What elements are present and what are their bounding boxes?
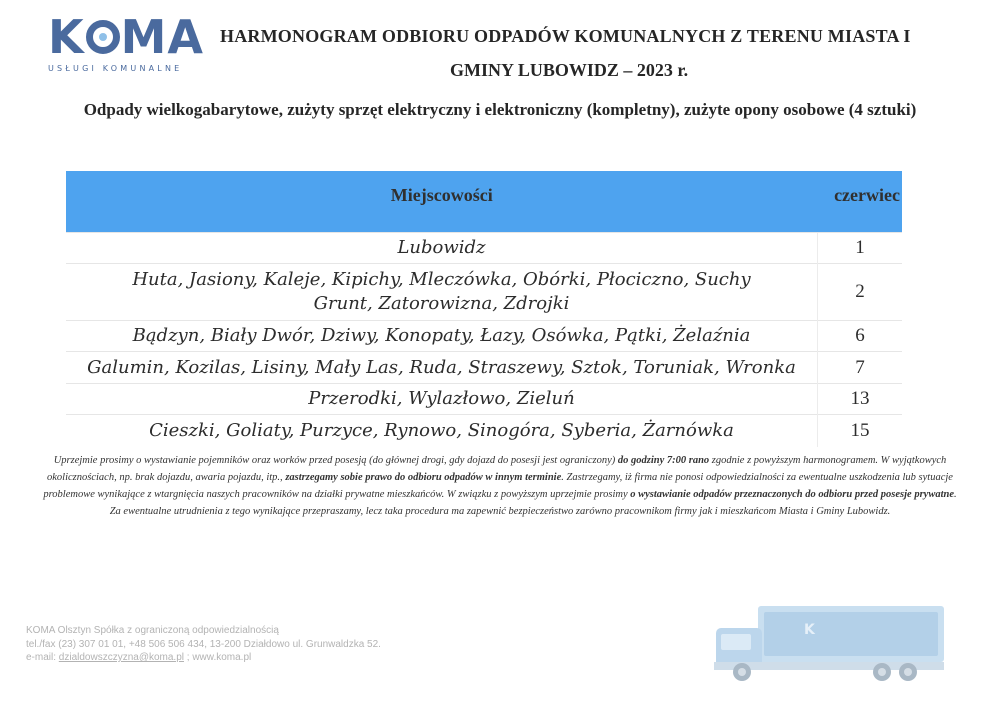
table-header-row [66, 171, 902, 233]
row-places: Bądzyn, Biały Dwór, Dziwy, Konopaty, Łazy, Osówka, Pątki, Żelaźnia [66, 321, 818, 352]
row-places: Cieszki, Goliaty, Purzyce, Rynowo, Sinogóra, Syberia, Żarnówka [66, 415, 818, 447]
notice-bold-reserve: zastrzegamy sobie prawo do odbioru odpadów w innym terminie [285, 472, 562, 483]
notice-text-4: . Za ewentualne utrudnienia z tego wynikające przepraszamy, lecz taka procedura ma zapewnić bezpieczeństwo zarówno pracownikom firmy jak i mieszkańcom Miasta i Gminy Lubowidz. [109, 489, 957, 517]
notice-bold-time: do godziny 7:00 rano [617, 455, 710, 466]
footer-email-link[interactable]: dzialdowszczyzna@koma.pl [58, 652, 184, 663]
logo-letters-ma: MA [120, 10, 205, 64]
footer-contact: tel./fax (23) 307 01 01, +48 506 506 434, 13-200 Działdowo ul. Grunwaldzka 52. [26, 638, 381, 650]
row-day: 1 [818, 233, 903, 264]
column-header-locations: Miejscowości [66, 171, 818, 233]
column-header-month: czerwiec [818, 171, 903, 233]
document-title-line2: GMINY LUBOWIDZ – 2023 r. [450, 60, 689, 80]
collection-notice [38, 452, 962, 520]
notice-text-1: Uprzejmie prosimy o wystawianie pojemników oraz worków przed posesją (do głównej drogi, gdy dojazd do posesji jest ograniczony) [53, 455, 618, 466]
row-places: Galumin, Kozilas, Lisiny, Mały Las, Ruda, Straszewy, Sztok, Toruniak, Wronka [66, 352, 818, 384]
row-day: 13 [818, 384, 903, 415]
footer-company-name: KOMA Olsztyn Spółka z ograniczoną odpowiedzialnością [26, 625, 279, 636]
garbage-truck-icon [712, 604, 947, 684]
row-day: 6 [818, 321, 903, 352]
logo-o-ring-icon [86, 20, 120, 54]
logo-wordmark [48, 10, 213, 64]
logo-letter-k: K [48, 10, 85, 64]
document-title-line1: HARMONOGRAM ODBIORU ODPADÓW KOMUNALNYCH Z TERENU MIASTA I [220, 26, 911, 46]
koma-logo [48, 10, 213, 73]
notice-text-3: . Zastrzegamy, iż firma nie ponosi odpowiedzialności za ewentualne uszkodzenia lub sytuacje problemowe wynikające z wtargnięcia naszych pracowników na działki prywatne mieszkańców. W związku z powyższym uprzejmie prosimy [43, 472, 953, 500]
document-subtitle: Odpady wielkogabarytowe, zużyty sprzęt elektryczny i elektroniczny (kompletny), zużyte opony osobowe (4 sztuki) [83, 100, 917, 119]
row-day: 15 [818, 415, 903, 447]
row-day: 2 [818, 264, 903, 321]
table-row [66, 233, 902, 264]
company-footer [26, 624, 381, 665]
truck-logo-text: K [804, 622, 815, 638]
footer-website: ; www.koma.pl [184, 652, 252, 663]
row-places: Lubowidz [66, 233, 818, 264]
table-row [66, 352, 902, 384]
table-row [66, 415, 902, 447]
table-row [66, 384, 902, 415]
row-places: Przerodki, Wylazłowo, Zieluń [66, 384, 818, 415]
logo-tagline: USŁUGI KOMUNALNE [48, 64, 183, 73]
notice-bold-request: o wystawianie odpadów przeznaczonych do odbioru przed posesje prywatne [630, 489, 955, 500]
schedule-table [66, 171, 902, 447]
row-day: 7 [818, 352, 903, 384]
footer-email-line [26, 651, 381, 665]
table-row [66, 321, 902, 352]
footer-email-label: e-mail: [26, 652, 59, 663]
notice-text-2: zgodnie z powyższym harmonogramem. W wyjątkowych okolicznościach, np. brak dojazdu, awaria pojazdu, itp., [47, 455, 947, 483]
row-places: Huta, Jasiony, Kaleje, Kipichy, Mleczówka, Obórki, Płociczno, Suchy Grunt, Zatorowizna, Zdrojki [66, 264, 818, 321]
table-row [66, 264, 902, 321]
